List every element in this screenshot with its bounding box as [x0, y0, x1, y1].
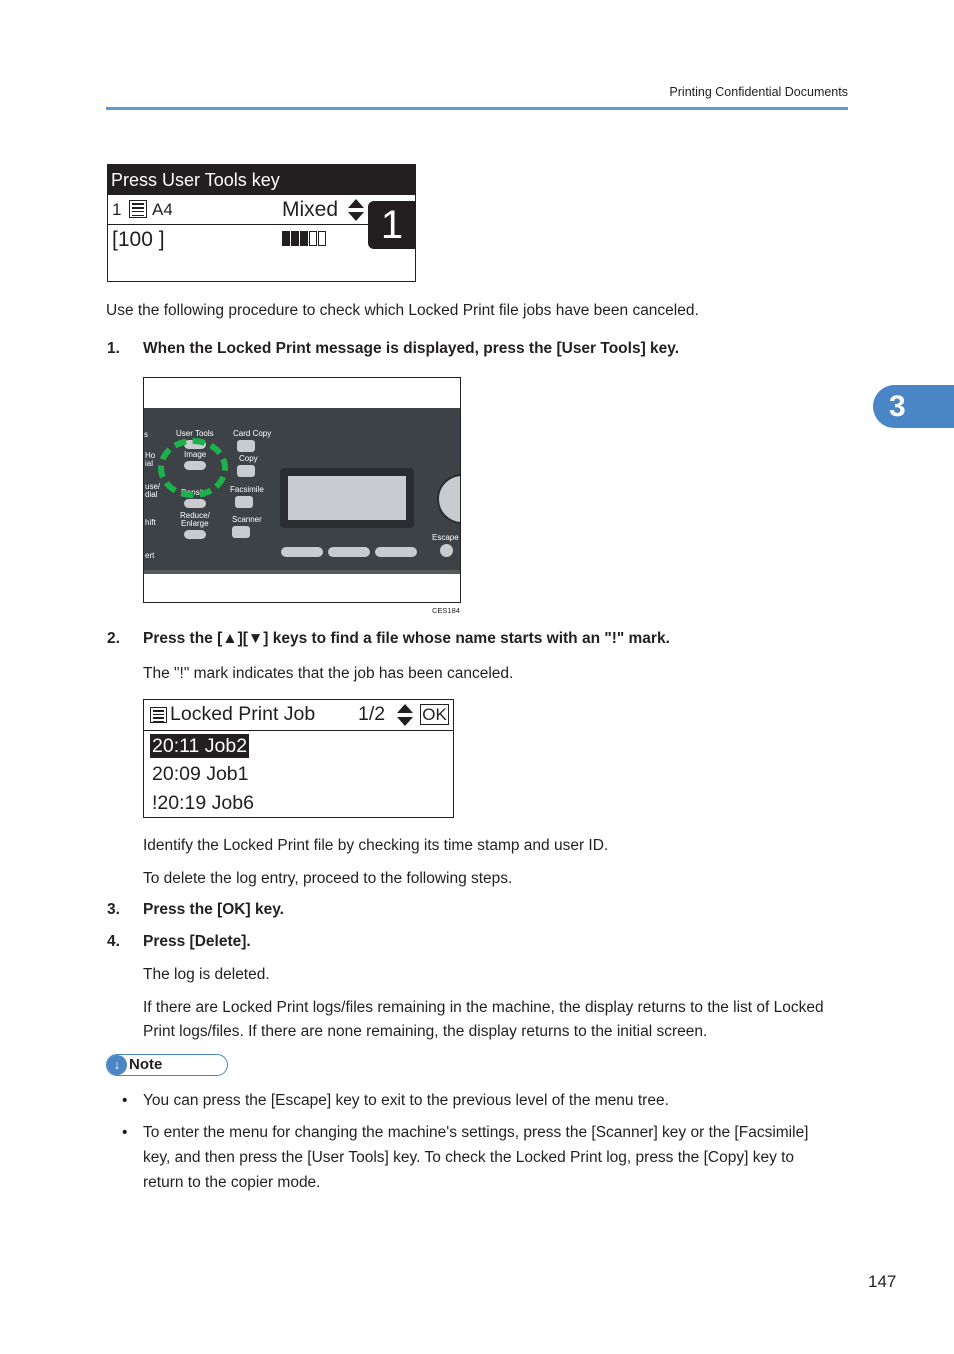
density-label: Density	[181, 488, 208, 497]
scroll-keys[interactable]	[437, 474, 461, 524]
step-text: Press the [OK] key.	[143, 901, 284, 918]
lcd-initial-screen	[107, 164, 416, 282]
facsimile-key[interactable]	[235, 496, 253, 508]
lcd-message: Press User Tools key	[108, 165, 415, 195]
bullet-text-line-1: To enter the menu for changing the machine's settings, press the [Scanner] key or the [Facsimile]	[143, 1124, 809, 1141]
density-cell-filled	[300, 231, 308, 246]
note-label: Note	[129, 1056, 163, 1073]
selection-key-2[interactable]	[328, 547, 370, 557]
image-label: Image	[184, 450, 207, 459]
card-copy-key[interactable]	[237, 440, 255, 452]
scanner-label: Scanner	[232, 515, 262, 524]
lcd-page-indicator: 1/2	[358, 703, 386, 725]
step-number: 2.	[107, 630, 120, 647]
document-list-icon	[150, 707, 167, 723]
delete-intro-paragraph: To delete the log entry, proceed to the following steps.	[143, 870, 513, 887]
panel-edge-label: ert	[145, 551, 155, 560]
selection-key-1[interactable]	[281, 547, 323, 557]
density-cell-empty	[318, 231, 326, 246]
lcd-paper-size: A4	[152, 200, 173, 219]
bullet-dot: •	[122, 1092, 128, 1109]
panel-display	[280, 468, 414, 528]
facsimile-label: Facsimile	[230, 485, 264, 494]
step-number: 1.	[107, 340, 120, 357]
panel-edge-label: Ho	[145, 451, 156, 460]
note-badge	[106, 1054, 228, 1076]
control-panel-illustration	[143, 377, 461, 603]
copy-label: Copy	[239, 454, 258, 463]
up-down-arrows-icon	[396, 703, 414, 727]
panel-edge-label: use/	[145, 482, 161, 491]
density-cell-filled	[291, 231, 299, 246]
panel-edge-label: ial	[145, 459, 154, 468]
lcd-title: Locked Print Job	[170, 703, 316, 725]
step-number: 3.	[107, 901, 120, 918]
job-list-item: 20:09 Job1	[152, 763, 249, 785]
lcd-quantity: 1	[368, 201, 416, 249]
identify-paragraph: Identify the Locked Print file by checking its time stamp and user ID.	[143, 837, 609, 854]
header-rule	[106, 107, 848, 110]
selection-key-3[interactable]	[375, 547, 417, 557]
page-number: 147	[868, 1272, 897, 1291]
bullet-text: You can press the [Escape] key to exit to the previous level of the menu tree.	[143, 1092, 669, 1109]
density-indicator	[282, 231, 327, 251]
up-down-arrows-icon	[347, 198, 365, 222]
reduce-label: Reduce/	[180, 511, 210, 520]
intro-paragraph: Use the following procedure to check which Locked Print file jobs have been canceled.	[106, 302, 699, 319]
step-text: Press the [▲][▼] keys to find a file whose name starts with an "!" mark.	[143, 630, 670, 647]
enlarge-label: Enlarge	[181, 519, 209, 528]
panel-edge-label: dial	[145, 490, 158, 499]
lcd-locked-print-list	[143, 699, 454, 818]
density-key[interactable]	[184, 499, 206, 508]
bullet-dot: •	[122, 1124, 128, 1141]
remaining-paragraph-line-2: Print logs/files. If there are none remaining, the display returns to the initial screen.	[143, 1023, 708, 1040]
job-list-item-canceled: !20:19 Job6	[152, 792, 254, 814]
chapter-tab: 3	[873, 385, 954, 428]
highlight-ring-icon	[158, 438, 228, 498]
step-number: 4.	[107, 933, 120, 950]
user-tools-label: User Tools	[176, 429, 214, 438]
remaining-paragraph-line-1: If there are Locked Print logs/files remaining in the machine, the display returns to the list of Locked	[143, 999, 824, 1016]
step2-explanation: The "!" mark indicates that the job has been canceled.	[143, 665, 514, 682]
bullet-text-line-3: return to the copier mode.	[143, 1174, 321, 1191]
reduce-enlarge-key[interactable]	[184, 530, 206, 539]
scanner-key[interactable]	[232, 526, 250, 538]
step-text: Press [Delete].	[143, 933, 251, 950]
figure-id: CES184	[432, 606, 460, 615]
bullet-text-line-2: key, and then press the [User Tools] key. To check the Locked Print log, press the [Copy] key to	[143, 1149, 795, 1166]
running-header: Printing Confidential Documents	[669, 85, 848, 99]
density-cell-empty	[309, 231, 317, 246]
lcd-ratio: [100 ]	[112, 228, 165, 251]
step4-result: The log is deleted.	[143, 966, 270, 983]
lcd-title-row	[144, 700, 453, 731]
escape-label: Escape	[432, 533, 459, 542]
panel-bottom-edge	[144, 570, 460, 574]
card-copy-label: Card Copy	[233, 429, 272, 438]
panel-display-area	[288, 476, 406, 520]
lcd-mode: Mixed	[282, 198, 339, 221]
lcd-count: 1	[112, 200, 122, 219]
paper-tray-icon	[129, 200, 147, 218]
panel-edge-label: hift	[145, 518, 156, 527]
escape-key[interactable]	[440, 544, 453, 557]
job-list-item-selected: 20:11 Job2	[152, 735, 248, 757]
panel-body	[144, 408, 460, 570]
copy-key[interactable]	[237, 465, 255, 477]
down-arrow-icon: ↓	[107, 1055, 127, 1075]
lcd-ok-indicator: OK	[420, 704, 449, 725]
panel-indicator	[146, 591, 150, 601]
density-cell-filled	[282, 231, 290, 246]
step-text: When the Locked Print message is displayed, press the [User Tools] key.	[143, 340, 680, 357]
panel-edge-label: s	[144, 430, 148, 439]
